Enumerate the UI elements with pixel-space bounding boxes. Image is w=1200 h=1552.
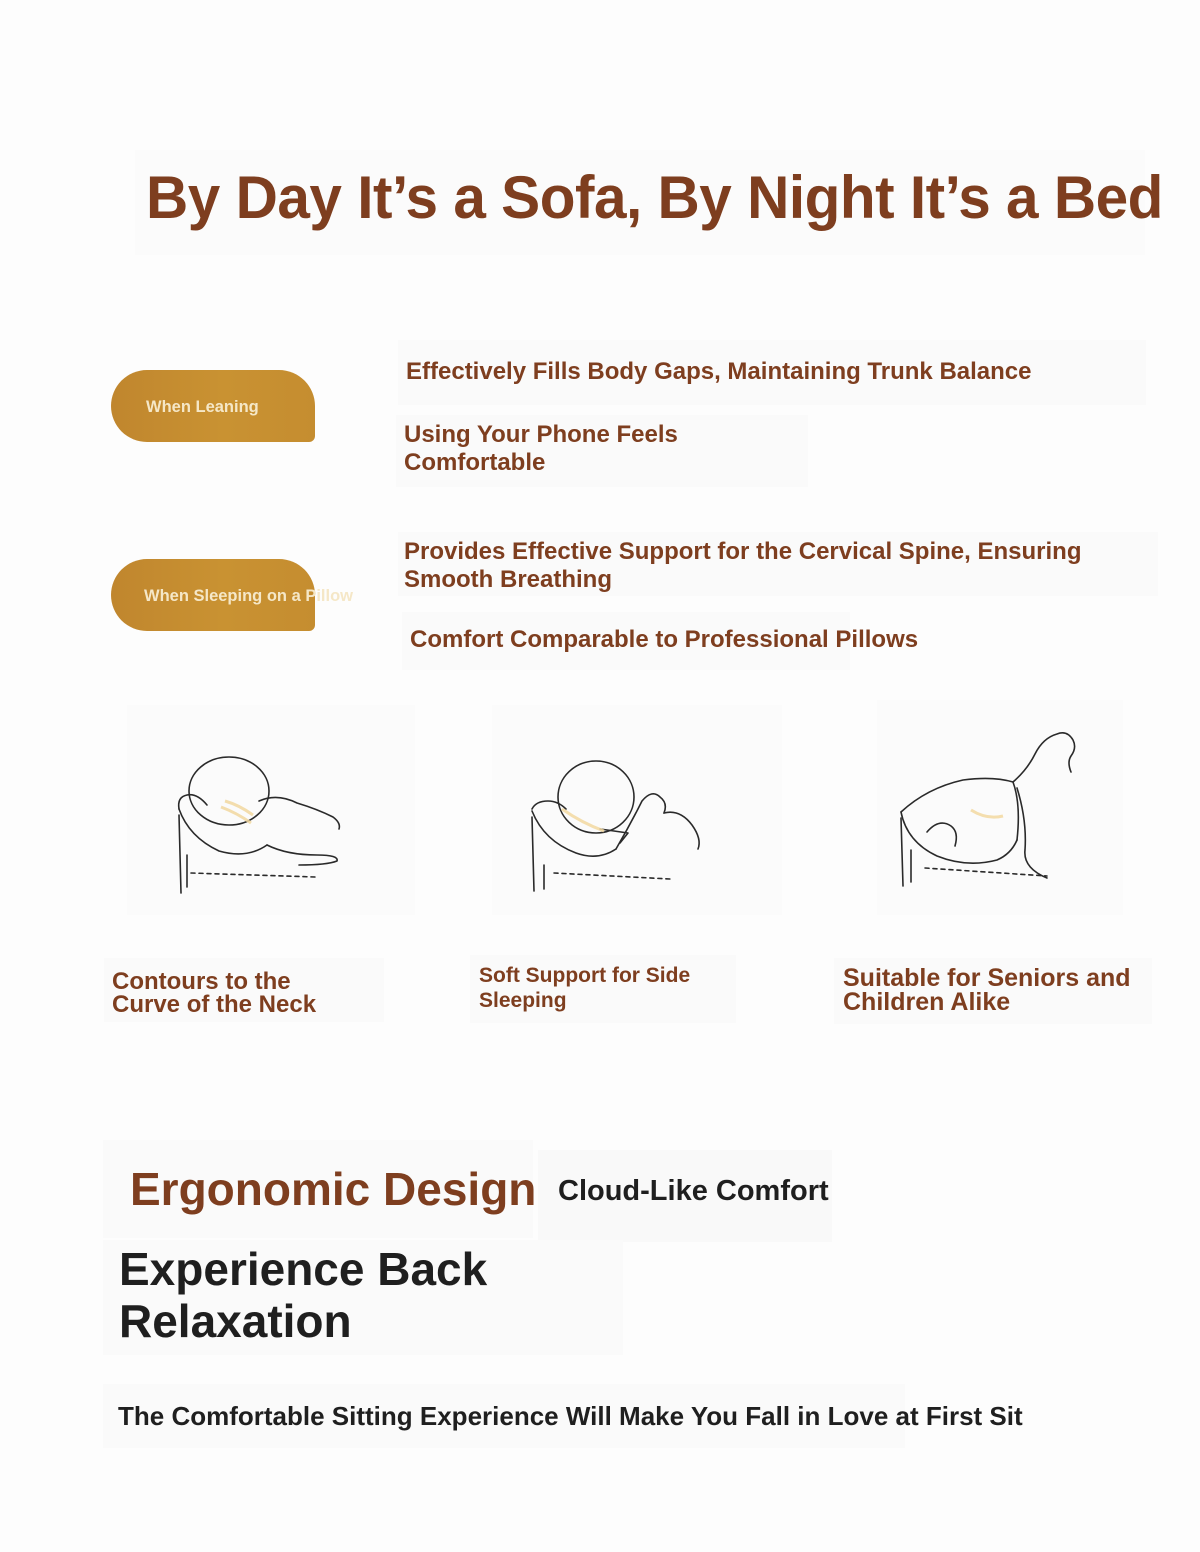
caption-hug-line-2: Children Alike bbox=[843, 988, 1011, 1016]
pillow-side-sleep-icon bbox=[492, 705, 782, 915]
relaxation-heading-line-2: Relaxation bbox=[119, 1295, 352, 1347]
caption-neck-line-1: Contours to the bbox=[112, 968, 291, 995]
pillow-hug-icon bbox=[877, 700, 1123, 915]
sitting-experience-line: The Comfortable Sitting Experience Will Make You Fall in Love at First Sit bbox=[118, 1401, 1023, 1431]
illustration-card-hug bbox=[877, 700, 1123, 915]
pillow-neck-contour-icon bbox=[127, 705, 415, 915]
page-title: By Day It’s a Sofa, By Night It’s a Bed bbox=[146, 164, 1163, 231]
design-tagline: Cloud-Like Comfort bbox=[558, 1175, 829, 1207]
caption-side-sleep-line-2: Sleeping bbox=[479, 989, 567, 1012]
tag-when-sleeping-label: When Sleeping on a Pillow bbox=[144, 587, 354, 605]
feature-trunk-balance: Effectively Fills Body Gaps, Maintaining Trunk Balance bbox=[406, 358, 1032, 385]
caption-hug-line-1: Suitable for Seniors and bbox=[843, 964, 1131, 992]
feature-cervical-support-line-2: Smooth Breathing bbox=[404, 566, 612, 593]
design-title: Ergonomic Design bbox=[130, 1163, 537, 1215]
relaxation-heading-line-1: Experience Back bbox=[119, 1243, 488, 1295]
feature-professional-pillows: Comfort Comparable to Professional Pillows bbox=[410, 626, 919, 653]
caption-side-sleep-line-1: Soft Support for Side bbox=[479, 964, 691, 987]
illustration-card-side-sleep bbox=[492, 705, 782, 915]
feature-phone-comfort-line-1: Using Your Phone Feels bbox=[404, 421, 678, 448]
tag-when-leaning-label: When Leaning bbox=[146, 398, 259, 416]
caption-neck-line-2: Curve of the Neck bbox=[112, 991, 317, 1018]
illustration-card-neck bbox=[127, 705, 415, 915]
feature-cervical-support-line-1: Provides Effective Support for the Cervical Spine, Ensuring bbox=[404, 538, 1082, 565]
feature-phone-comfort-line-2: Comfortable bbox=[404, 449, 546, 476]
